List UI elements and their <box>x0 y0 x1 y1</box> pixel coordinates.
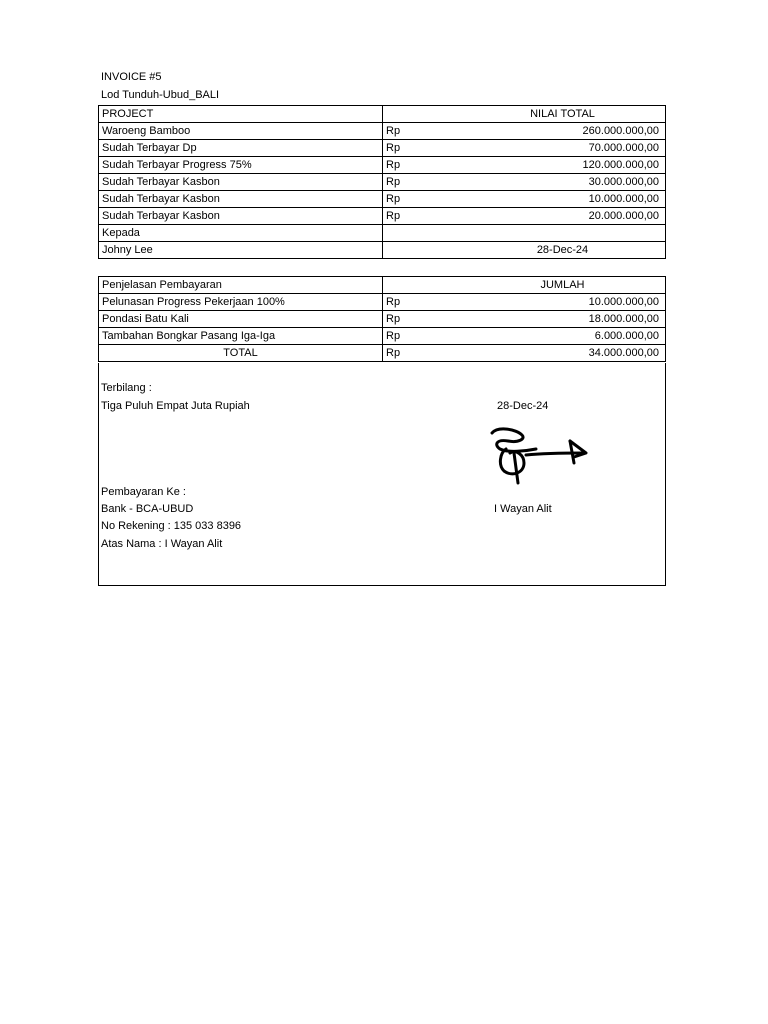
recipient-name: Johny Lee <box>99 242 383 259</box>
recipient-row <box>99 242 666 259</box>
signature-icon <box>486 423 590 485</box>
row-label: Sudah Terbayar Kasbon <box>99 174 383 191</box>
row-currency: Rp <box>383 157 525 174</box>
terbilang-label: Terbilang : <box>101 382 152 394</box>
payment-to-label: Pembayaran Ke : <box>101 486 186 498</box>
table-row <box>99 191 666 208</box>
header-project: PROJECT <box>99 106 383 123</box>
row-amount: 120.000.000,00 <box>524 157 666 174</box>
table-row <box>99 328 666 345</box>
row-amount: 10.000.000,00 <box>524 294 666 311</box>
row-currency: Rp <box>383 191 525 208</box>
row-currency: Rp <box>383 123 525 140</box>
table-row <box>99 174 666 191</box>
row-label: Sudah Terbayar Dp <box>99 140 383 157</box>
row-label: Pelunasan Progress Pekerjaan 100% <box>99 294 383 311</box>
project-location: Lod Tunduh-Ubud_BALI <box>101 89 220 101</box>
total-row <box>99 345 666 362</box>
table-header-row <box>99 277 666 294</box>
row-label: Pondasi Batu Kali <box>99 311 383 328</box>
table-row <box>99 140 666 157</box>
table-row <box>99 123 666 140</box>
invoice-number: INVOICE #5 <box>101 71 162 83</box>
total-label: TOTAL <box>99 345 383 362</box>
table-row <box>99 208 666 225</box>
row-currency: Rp <box>383 140 525 157</box>
row-currency: Rp <box>383 208 525 225</box>
header-amount: JUMLAH <box>383 277 666 294</box>
table-row <box>99 294 666 311</box>
terbilang-value: Tiga Puluh Empat Juta Rupiah <box>101 400 250 412</box>
total-amount: 34.000.000,00 <box>524 345 666 362</box>
invoice-date: 28-Dec-24 <box>383 242 666 259</box>
table-row <box>99 311 666 328</box>
signature-date: 28-Dec-24 <box>497 400 549 412</box>
recipient-label-row <box>99 225 666 242</box>
row-amount: 70.000.000,00 <box>524 140 666 157</box>
row-label: Sudah Terbayar Kasbon <box>99 191 383 208</box>
row-amount: 20.000.000,00 <box>524 208 666 225</box>
header-total: NILAI TOTAL <box>383 106 666 123</box>
row-label: Tambahan Bongkar Pasang Iga-Iga <box>99 328 383 345</box>
total-currency: Rp <box>383 345 525 362</box>
row-currency: Rp <box>383 294 525 311</box>
bank-name: Bank - BCA-UBUD <box>101 503 194 515</box>
row-label: Sudah Terbayar Progress 75% <box>99 157 383 174</box>
header-description: Penjelasan Pembayaran <box>99 277 383 294</box>
recipient-label: Kepada <box>99 225 383 242</box>
table-row <box>99 157 666 174</box>
row-amount: 6.000.000,00 <box>524 328 666 345</box>
row-currency: Rp <box>383 311 525 328</box>
row-amount: 10.000.000,00 <box>524 191 666 208</box>
row-label: Waroeng Bamboo <box>99 123 383 140</box>
empty-cell <box>383 225 666 242</box>
payment-table <box>98 276 666 362</box>
account-name: Atas Nama : I Wayan Alit <box>101 538 223 550</box>
project-table <box>98 105 666 259</box>
row-amount: 18.000.000,00 <box>524 311 666 328</box>
table-header-row <box>99 106 666 123</box>
signer-name: I Wayan Alit <box>494 503 552 515</box>
row-amount: 260.000.000,00 <box>524 123 666 140</box>
row-currency: Rp <box>383 328 525 345</box>
row-amount: 30.000.000,00 <box>524 174 666 191</box>
row-label: Sudah Terbayar Kasbon <box>99 208 383 225</box>
row-currency: Rp <box>383 174 525 191</box>
account-number: No Rekening : 135 033 8396 <box>101 520 242 532</box>
